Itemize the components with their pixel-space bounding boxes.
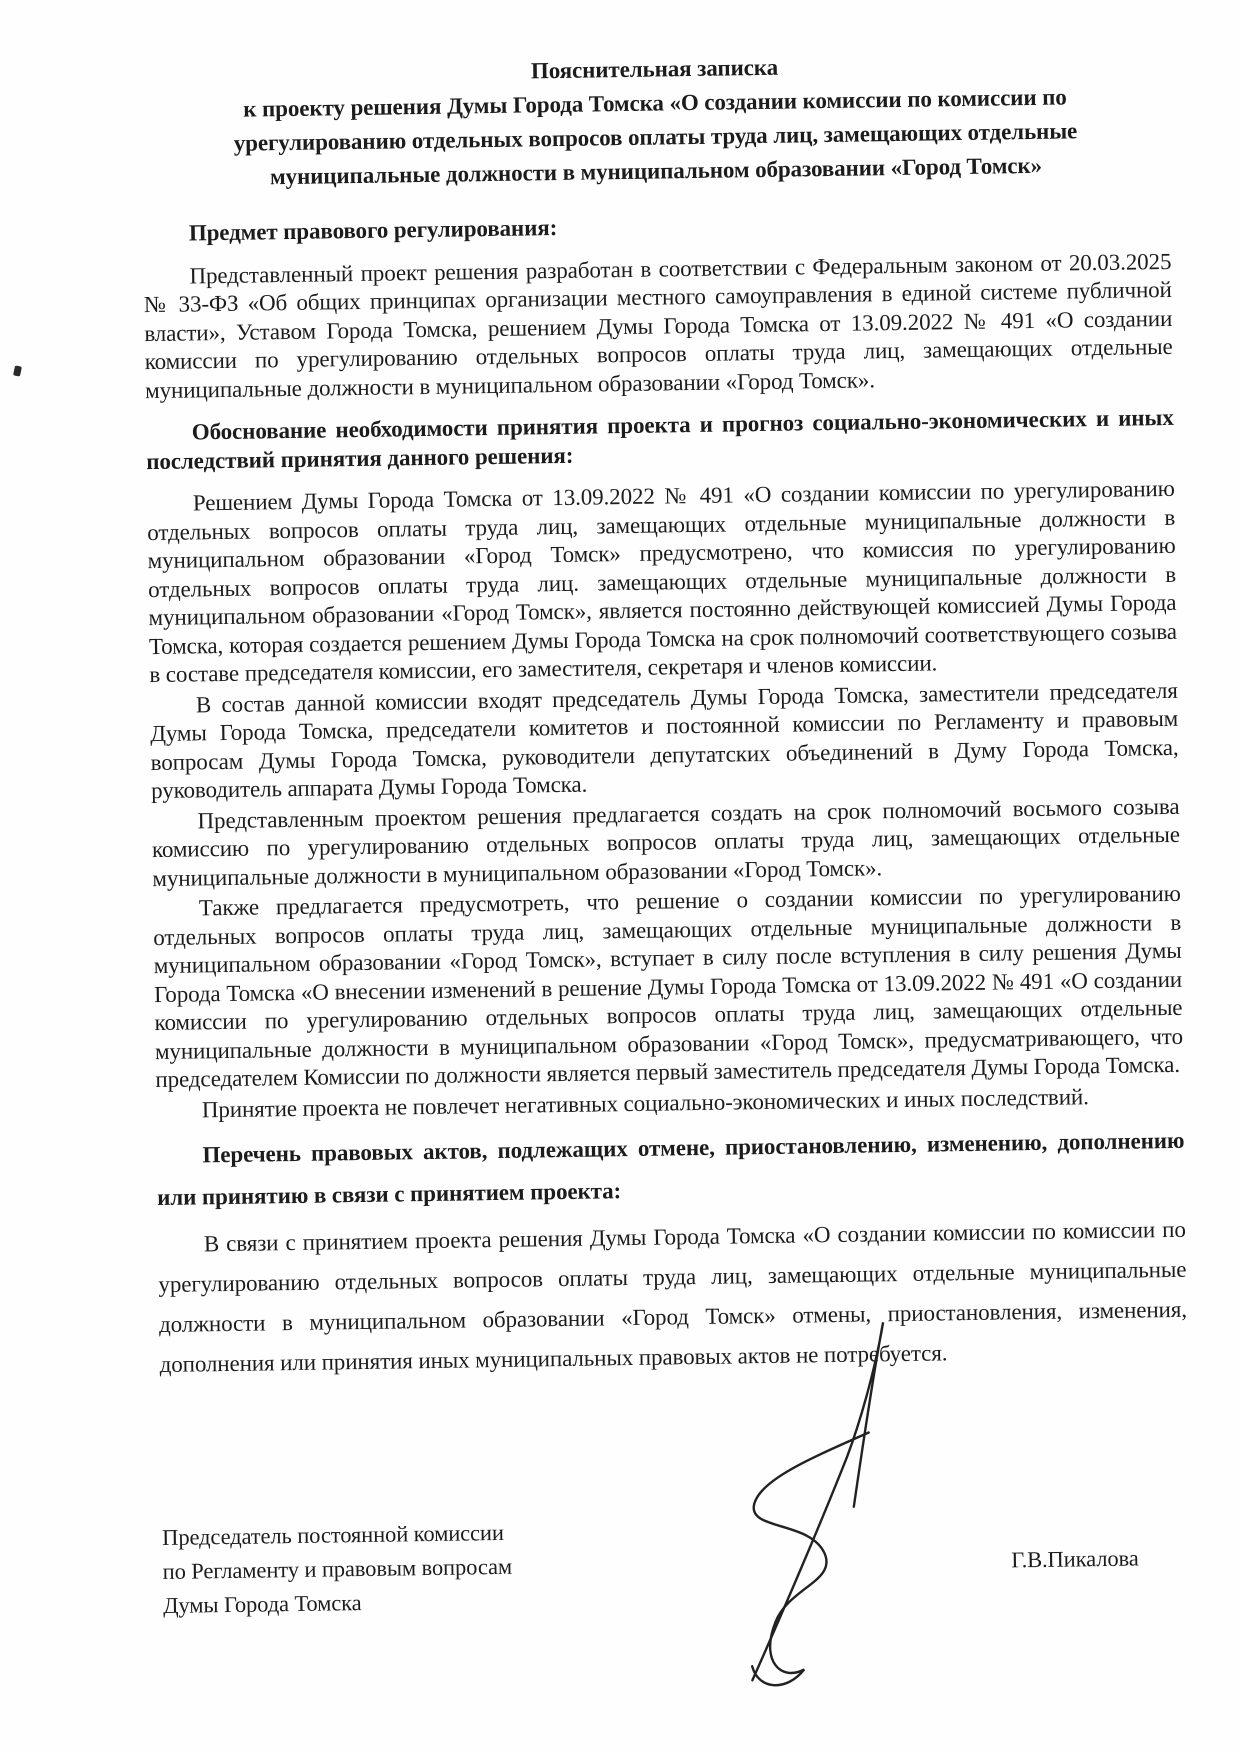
handwritten-signature-icon [719,1314,937,1699]
signature-block [162,1482,1193,1707]
heading-acts-list: Перечень правовых актов, подлежащих отмене, приостановлению, изменению, дополнению или принятию в связи с принятием проекта: [156,1127,1185,1211]
heading-subject-of-regulation: Предмет правового регулирования: [188,215,558,246]
signatory-position-line: Председатель постоянной комиссии [162,1519,505,1551]
paragraph-consequences: Принятие проекта не повлечет негативных социально-экономических и иных последствий. [201,1083,1089,1122]
title-line-1: Пояснительная записка [530,54,779,84]
signatory-name: Г.В.Пикалова [1011,1545,1139,1573]
signatory-position-line: по Регламенту и правовым вопросам [162,1553,513,1585]
paragraph-intro: Представленный проект решения разработан в соответствии с Федеральным законом от 20.03.2025 № 33-ФЗ «Об общих принципах организации местного самоуправления в единой системе публичной власти», Уставом Города Томска, решением Думы Города Томска от 13.09.2022 № 491 «О создании комиссии по урегулированию отдельных вопросов оплаты труда лиц, замещающих отдельные муниципальные должности в муниципальном образовании «Город Томск». [143,248,1173,403]
document-title [174,45,1136,195]
heading-justification: Обоснование необходимости принятия проекта и прогноз социально-экономических и иных последствий принятия данного решения: [146,404,1174,474]
paragraph-acts: В связи с принятием проекта решения Думы Города Томска «О создании комиссии по комиссии по урегулированию отдельных вопросов оплаты труда лиц, замещающих отдельные муниципальные должности в муниципальном образовании «Город Томск» отмены, приостановления, изменения, дополнения или принятия иных муниципальных правовых актов не потребуется. [158,1216,1188,1378]
paragraph-entry-into-force: Также предлагается предусмотреть, что решение о создании комиссии по урегулированию отдельных вопросов оплаты труда лиц, замещающих отдельные муниципальные должности в муниципальном образовании «Город Томск», вступает в силу после вступления в силу решения Думы Города Томска «О внесении изменений в решение Думы Города Томска от 13.09.2022 № 491 «О создании комиссии по урегулированию отдельных вопросов оплаты труда лиц, замещающих отдельные муниципальные должности в муниципальном образовании «Город Томск», предусматривающего, что председателем Комиссии по должности является первый заместитель председателя Думы Города Томска. [153,880,1184,1093]
title-rest: к проекту решения Думы Города Томска «О создании комиссии по комиссии по урегулированию отдельных вопросов оплаты труда лиц, замещающих отдельные муниципальные должности в муниципальном образовании «Город Томск» [233,84,1078,190]
paragraph-proposal: Представленным проектом решения предлагается создать на срок полномочий восьмого созыва комиссию по урегулированию отдельных вопросов оплаты труда лиц, замещающих отдельные муниципальные должности в муниципальном образовании «Город Томск». [151,793,1181,891]
paragraph-resolution: Решением Думы Города Томска от 13.09.2022 № 491 «О создании комиссии по урегулированию отдельных вопросов оплаты труда лиц, замещающих отдельные муниципальные должности в муниципальном образовании «Город Томск» предусмотрено, что комиссия по урегулированию отдельных вопросов оплаты труда лиц. замещающих отдельные муниципальные должности в муниципальном образовании «Город Томск», является постоянно действующей комиссией Думы Города Томска, которая создается решением Думы Города Томска на срок полномочий соответствующего созыва в составе председателя комиссии, его заместителя, секретаря и членов комиссии. [147,475,1178,688]
document-content [140,45,1192,1707]
paragraph-composition: В состав данной комиссии входят председатель Думы Города Томска, заместители председателя Думы Города Томска, председатели комитетов и постоянной комиссии по Регламенту и правовым вопросам Думы Города Томска, руководители депутатских объединений в Думу Города Томска, руководитель аппарата Думы Города Томска. [150,677,1179,804]
signatory-position-line: Думы Города Томска [163,1590,362,1619]
scan-speck-icon [13,365,22,376]
